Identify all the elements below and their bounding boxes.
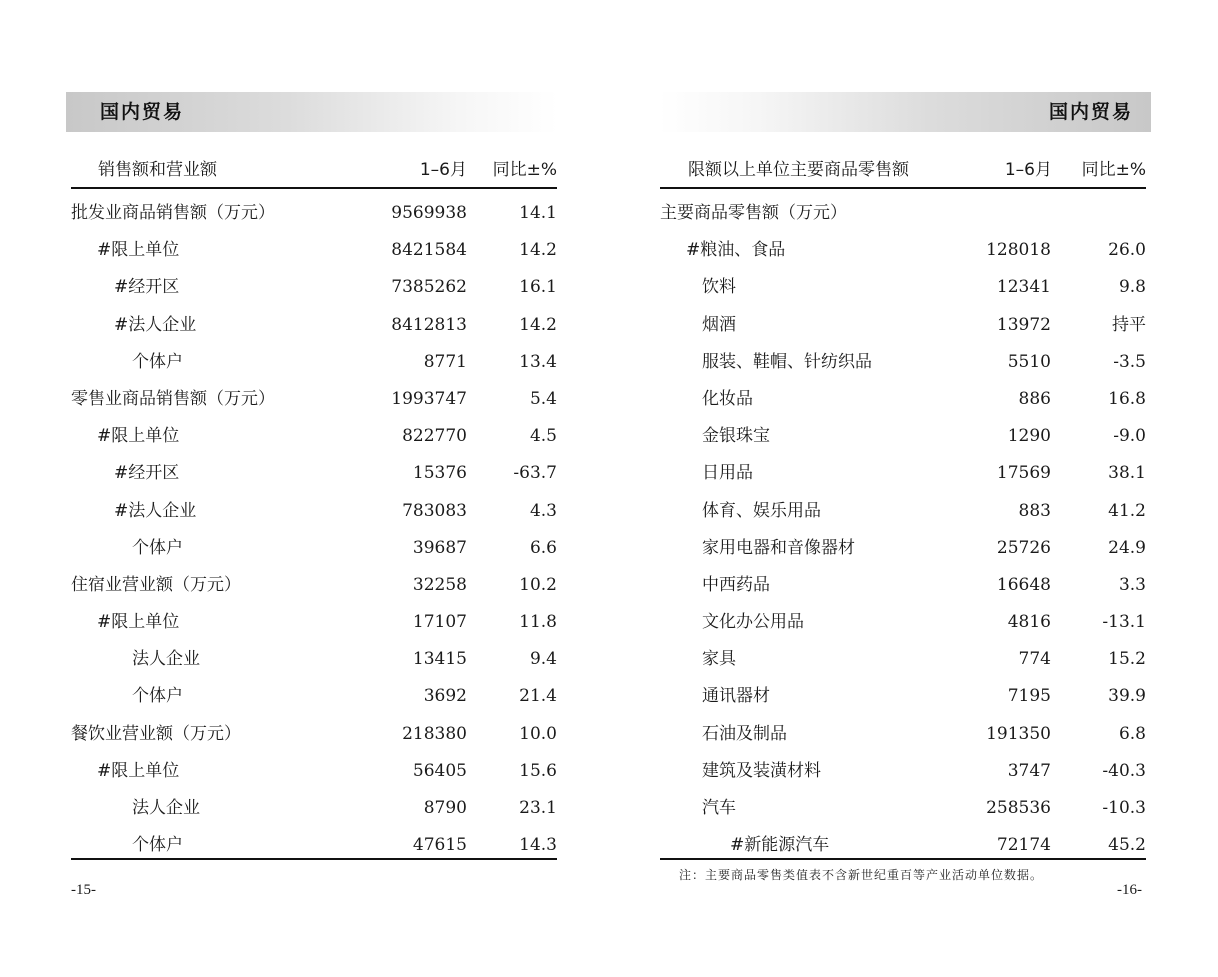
row-label: 住宿业营业额（万元）: [71, 574, 241, 595]
table-row: [71, 493, 557, 530]
table-row: [71, 307, 557, 344]
row-value: 17569: [996, 463, 1051, 484]
row-value: 5510: [1007, 351, 1051, 372]
row-yoy: 14.1: [519, 203, 557, 223]
table-row: [660, 604, 1146, 641]
row-label: 个体户: [132, 351, 183, 372]
row-yoy: -3.5: [1113, 351, 1146, 372]
row-label: 中西药品: [702, 574, 770, 595]
row-yoy: -10.3: [1102, 798, 1146, 818]
row-value: 39687: [412, 537, 467, 558]
row-value: 8421584: [391, 240, 467, 261]
table-bottom-rule: [71, 858, 557, 860]
table-row: [71, 418, 557, 455]
row-value: 883: [1018, 500, 1051, 521]
table-row: [71, 678, 557, 715]
row-yoy: 21.4: [519, 686, 557, 707]
row-label: #限上单位: [97, 240, 180, 261]
row-yoy: 23.1: [519, 798, 557, 818]
row-label: 金银珠宝: [702, 426, 770, 447]
row-yoy: 16.1: [519, 277, 557, 298]
row-yoy: 41.2: [1108, 500, 1146, 521]
table-row: [71, 455, 557, 492]
table-row: [71, 530, 557, 567]
table-row: [71, 195, 557, 232]
row-label: 家具: [702, 649, 736, 670]
table-row: [660, 269, 1146, 306]
row-yoy: 9.4: [529, 649, 557, 670]
row-value: 25726: [996, 537, 1051, 558]
row-yoy: 26.0: [1108, 240, 1146, 261]
header-item: 限额以上单位主要商品零售额: [688, 160, 909, 180]
table-row: [660, 381, 1146, 418]
row-label: 个体户: [132, 686, 183, 707]
row-yoy: 38.1: [1108, 463, 1146, 484]
row-value: 15376: [412, 463, 467, 484]
row-yoy: 16.8: [1108, 388, 1146, 409]
row-label: #粮油、食品: [686, 240, 786, 261]
row-label: #法人企业: [114, 314, 197, 335]
row-value: 47615: [412, 835, 467, 856]
table-row: [71, 232, 557, 269]
row-yoy: 10.2: [519, 574, 557, 595]
section-banner: 国内贸易: [66, 92, 558, 132]
row-yoy: 24.9: [1108, 537, 1146, 558]
row-label: 法人企业: [132, 798, 200, 818]
row-value: 1993747: [391, 388, 467, 409]
header-period: 1–6月: [419, 160, 467, 180]
retail-table-body: [660, 195, 1146, 864]
row-yoy: 9.8: [1118, 277, 1146, 298]
row-yoy: 10.0: [519, 723, 557, 744]
table-row: [71, 753, 557, 790]
row-label: #经开区: [114, 463, 180, 484]
row-value: 4816: [1007, 612, 1051, 633]
table-row: [660, 716, 1146, 753]
row-value: 13972: [996, 314, 1051, 335]
table-row: [71, 269, 557, 306]
table-row: [71, 604, 557, 641]
row-label: 餐饮业营业额（万元）: [71, 723, 241, 744]
page-number: -15-: [71, 882, 96, 898]
row-value: 3747: [1007, 760, 1051, 781]
row-value: 7195: [1007, 686, 1051, 707]
row-value: 12341: [996, 277, 1051, 298]
row-yoy: 3.3: [1118, 574, 1146, 595]
row-yoy: 4.5: [529, 426, 557, 447]
table-row: [660, 678, 1146, 715]
row-value: 128018: [986, 240, 1051, 261]
row-value: 9569938: [391, 203, 467, 223]
row-value: 3692: [423, 686, 467, 707]
table-row: [660, 790, 1146, 827]
page-number: -16-: [1117, 882, 1142, 898]
table-row: [660, 455, 1146, 492]
table-row: [660, 530, 1146, 567]
row-label: 汽车: [702, 798, 736, 818]
row-yoy: 14.3: [519, 835, 557, 856]
row-value: 7385262: [391, 277, 467, 298]
table-header: [660, 155, 1146, 189]
table-row: [660, 344, 1146, 381]
row-value: 822770: [402, 426, 467, 447]
table-row: [71, 381, 557, 418]
header-yoy: 同比±%: [492, 160, 557, 180]
row-label: 法人企业: [132, 649, 200, 670]
row-value: 1290: [1007, 426, 1051, 447]
row-value: 783083: [402, 500, 467, 521]
section-banner: 国内贸易: [659, 92, 1151, 132]
row-value: 218380: [402, 723, 467, 744]
table-footnote: 注：主要商品零售类值表不含新世纪重百等产业活动单位数据。: [679, 868, 1044, 882]
row-value: 16648: [996, 574, 1051, 595]
row-value: 32258: [412, 574, 467, 595]
row-value: 56405: [412, 760, 467, 781]
table-row: [71, 344, 557, 381]
row-label: 化妆品: [702, 388, 753, 409]
row-yoy: 15.6: [519, 760, 557, 781]
row-label: 体育、娱乐用品: [702, 500, 821, 521]
row-value: 886: [1018, 388, 1051, 409]
row-yoy: -9.0: [1113, 426, 1146, 447]
row-label: 零售业商品销售额（万元）: [71, 388, 275, 409]
header-period: 1–6月: [1004, 160, 1052, 180]
row-yoy: 6.8: [1118, 723, 1146, 744]
table-row: [660, 493, 1146, 530]
row-value: 13415: [412, 649, 467, 670]
header-item: 销售额和营业额: [98, 160, 217, 180]
row-label: 个体户: [132, 537, 183, 558]
row-label: 服装、鞋帽、针纺织品: [702, 351, 872, 372]
row-label: 通讯器材: [702, 686, 770, 707]
row-yoy: 14.2: [519, 314, 557, 335]
row-yoy: 持平: [1112, 314, 1146, 335]
row-yoy: 5.4: [529, 388, 557, 409]
row-yoy: -13.1: [1102, 612, 1146, 633]
row-value: 8412813: [391, 314, 467, 335]
table-row: [660, 307, 1146, 344]
row-label: #经开区: [114, 277, 180, 298]
row-label: 日用品: [702, 463, 753, 484]
right-page: [609, 0, 1218, 977]
row-yoy: 4.3: [529, 500, 557, 521]
row-yoy: 45.2: [1108, 835, 1146, 856]
row-value: 191350: [986, 723, 1051, 744]
table-row: [660, 753, 1146, 790]
row-label: 饮料: [702, 277, 736, 298]
row-yoy: 6.6: [529, 537, 557, 558]
row-value: 17107: [412, 612, 467, 633]
row-label: 个体户: [132, 835, 183, 856]
row-value: 774: [1018, 649, 1051, 670]
row-yoy: -40.3: [1102, 760, 1146, 781]
sales-table-body: [71, 195, 557, 864]
table-row: [71, 716, 557, 753]
row-label: 主要商品零售额（万元）: [660, 203, 847, 223]
row-yoy: 14.2: [519, 240, 557, 261]
table-row: [660, 418, 1146, 455]
row-label: #限上单位: [97, 612, 180, 633]
row-value: 258536: [986, 798, 1051, 818]
row-value: 8790: [423, 798, 467, 818]
row-yoy: -63.7: [513, 463, 557, 484]
table-row: [660, 195, 1146, 232]
row-label: 文化办公用品: [702, 612, 804, 633]
row-label: 建筑及装潢材料: [702, 760, 821, 781]
row-value: 72174: [996, 835, 1051, 856]
row-label: 烟酒: [702, 314, 736, 335]
table-row: [660, 232, 1146, 269]
row-yoy: 39.9: [1108, 686, 1146, 707]
row-label: #新能源汽车: [730, 835, 830, 856]
row-label: 家用电器和音像器材: [702, 537, 855, 558]
row-label: 批发业商品销售额（万元）: [71, 203, 275, 223]
table-row: [71, 790, 557, 827]
table-header: [71, 155, 557, 189]
row-yoy: 11.8: [519, 612, 557, 633]
table-row: [660, 567, 1146, 604]
row-label: #法人企业: [114, 500, 197, 521]
header-yoy: 同比±%: [1081, 160, 1146, 180]
row-value: 8771: [423, 351, 467, 372]
row-yoy: 15.2: [1108, 649, 1146, 670]
table-row: [71, 567, 557, 604]
row-yoy: 13.4: [519, 351, 557, 372]
row-label: #限上单位: [97, 760, 180, 781]
table-row: [660, 641, 1146, 678]
row-label: #限上单位: [97, 426, 180, 447]
table-row: [71, 641, 557, 678]
table-bottom-rule: [660, 858, 1146, 860]
row-label: 石油及制品: [702, 723, 787, 744]
